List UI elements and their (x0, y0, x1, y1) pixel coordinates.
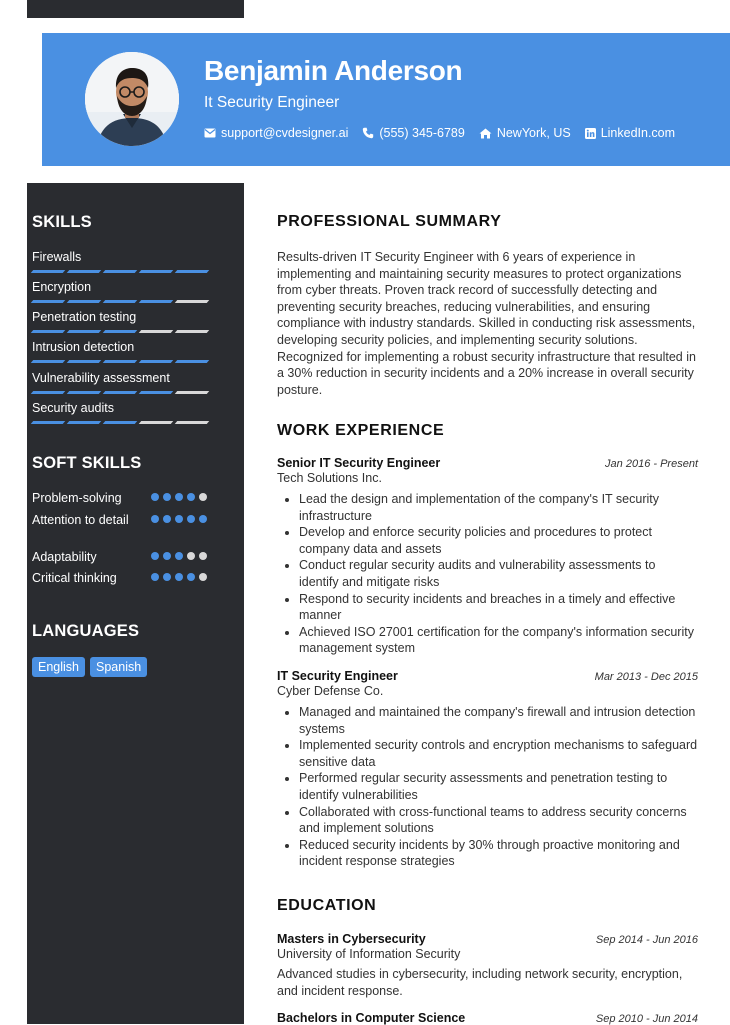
soft-skill-name: Problem-solving (32, 491, 122, 505)
skill-level-segment (67, 300, 102, 303)
contact-list (204, 126, 675, 140)
education-heading: EDUCATION (277, 897, 377, 914)
skill-level-bar (32, 360, 212, 363)
job-entry-dates: Jan 2016 - Present (605, 458, 698, 470)
skill-item (32, 371, 212, 394)
education-degree: Masters in Cybersecurity (277, 932, 426, 946)
rating-dot (175, 552, 183, 560)
skill-name: Intrusion detection (32, 340, 135, 354)
skill-level-segment (175, 330, 210, 333)
list-item: • Performed regular security assessments and penetration testing to identify vulnerabilities (299, 770, 698, 803)
skill-level-segment (31, 330, 66, 333)
skill-name: Security audits (32, 401, 114, 415)
soft-skill-rating (151, 515, 207, 523)
skill-level-bar (32, 270, 212, 273)
skill-level-segment (175, 391, 210, 394)
avatar (85, 52, 179, 146)
list-item: • Respond to security incidents and breaches in a timely and effective manner (299, 591, 698, 624)
skill-level-bar (32, 391, 212, 394)
rating-dot (187, 552, 195, 560)
skill-level-segment (175, 421, 210, 424)
rating-dot (151, 493, 159, 501)
education-entry (277, 1011, 698, 1025)
contact-linkedin[interactable] (585, 126, 675, 140)
skill-level-segment (31, 300, 66, 303)
list-item: • Achieved ISO 27001 certification for the company's information security management system (299, 624, 698, 657)
skill-level-segment (139, 421, 174, 424)
rating-dot (175, 573, 183, 581)
contact-phone-text: (555) 345-6789 (379, 126, 465, 140)
rating-dot (163, 573, 171, 581)
contact-location (479, 126, 571, 140)
soft-skill-rating (151, 493, 207, 501)
list-item: • Develop and enforce security policies and procedures to protect company data and assets (299, 524, 698, 557)
soft-skill-name: Attention to detail (32, 513, 129, 527)
skill-name: Encryption (32, 280, 92, 294)
skill-item (32, 250, 212, 273)
summary-section (277, 249, 698, 398)
skill-level-segment (103, 391, 138, 394)
job-entry-dates: Mar 2013 - Dec 2015 (594, 671, 698, 683)
candidate-name: Benjamin Anderson (204, 55, 463, 86)
rating-dot (187, 573, 195, 581)
education-school: University of Information Security (277, 947, 461, 961)
skill-level-segment (67, 330, 102, 333)
phone-icon (362, 127, 374, 139)
job-entry-company: Cyber Defense Co. (277, 684, 384, 698)
soft-skill-name: Adaptability (32, 550, 97, 564)
contact-email-text: support@cvdesigner.ai (221, 126, 349, 140)
skill-item (32, 340, 212, 363)
soft-skills-heading: SOFT SKILLS (32, 454, 142, 472)
rating-dot (151, 573, 159, 581)
job-entry (277, 669, 698, 870)
skill-level-segment (103, 300, 138, 303)
rating-dot (199, 573, 207, 581)
skill-level-segment (103, 330, 138, 333)
rating-dot (163, 493, 171, 501)
skill-level-segment (103, 270, 138, 273)
list-item: • Implemented security controls and encryption mechanisms to safeguard sensitive data (299, 737, 698, 770)
skill-name: Penetration testing (32, 310, 137, 324)
languages-list (32, 657, 147, 677)
resume-header (27, 18, 730, 183)
language-badge: English (32, 657, 85, 677)
education-entry (277, 932, 698, 999)
rating-dot (175, 515, 183, 523)
skill-level-segment (175, 270, 210, 273)
skill-level-segment (67, 421, 102, 424)
rating-dot (199, 552, 207, 560)
contact-phone[interactable] (362, 126, 464, 140)
rating-dot (187, 515, 195, 523)
rating-dot (187, 493, 195, 501)
skill-level-segment (139, 360, 174, 363)
soft-skill-item (32, 570, 212, 586)
skill-item (32, 310, 212, 333)
skill-level-segment (175, 360, 210, 363)
list-item: • Lead the design and implementation of the company's IT security infrastructure (299, 491, 698, 524)
skill-item (32, 401, 212, 424)
rating-dot (199, 515, 207, 523)
skill-level-segment (67, 360, 102, 363)
job-entry (277, 456, 698, 657)
rating-dot (151, 552, 159, 560)
job-entry-title: Senior IT Security Engineer (277, 456, 441, 470)
contact-location-text: NewYork, US (496, 126, 571, 140)
skill-level-bar (32, 421, 212, 424)
work-heading: WORK EXPERIENCE (277, 422, 445, 439)
job-entry-bullets (277, 704, 698, 870)
language-badge: Spanish (90, 657, 147, 677)
rating-dot (175, 493, 183, 501)
contact-email[interactable] (204, 126, 348, 140)
linkedin-icon (585, 128, 596, 139)
skill-level-segment (31, 270, 66, 273)
summary-heading: PROFESSIONAL SUMMARY (277, 213, 502, 230)
skill-level-segment (139, 270, 174, 273)
job-entry-company: Tech Solutions Inc. (277, 471, 382, 485)
soft-skill-rating (151, 552, 207, 560)
job-entry-title: IT Security Engineer (277, 669, 398, 683)
job-title: It Security Engineer (204, 94, 340, 111)
list-item: • Conduct regular security audits and vulnerability assessments to identify and mitigate risks (299, 557, 698, 590)
skill-name: Firewalls (32, 250, 82, 264)
home-icon (479, 128, 492, 139)
skill-level-segment (103, 360, 138, 363)
skill-level-segment (103, 421, 138, 424)
skill-name: Vulnerability assessment (32, 371, 170, 385)
header-banner (42, 33, 730, 166)
skill-level-segment (139, 391, 174, 394)
skill-level-bar (32, 300, 212, 303)
soft-skill-item (32, 490, 212, 506)
rating-dot (199, 493, 207, 501)
skill-level-segment (31, 421, 66, 424)
education-dates: Sep 2010 - Jun 2014 (595, 1013, 698, 1025)
education-description: Advanced studies in cybersecurity, including network security, encryption, and incident response. (277, 967, 683, 998)
skill-level-segment (175, 300, 210, 303)
soft-skill-rating (151, 573, 207, 581)
list-item: • Reduced security incidents by 30% through proactive monitoring and incident response strategies (299, 837, 698, 870)
education-dates: Sep 2014 - Jun 2016 (595, 934, 698, 946)
skills-heading: SKILLS (32, 213, 92, 231)
education-degree: Bachelors in Computer Science (277, 1011, 466, 1025)
summary-text: Results-driven IT Security Engineer with 6 years of experience in implementing and maintaining security measures to protect organizations from cyber threats. Proven track record of successfully detecting and preventing security breaches, reducing vulnerabilities, and ensuring compliance with industry standards. Skilled in conducting risk assessments, developing security policies, and implementing security solutions. Recognized for implementing a robust security infrastructure that resulted in a 30% reduction in security incidents and a 20% increase in overall security posture. (277, 250, 696, 397)
envelope-icon (204, 128, 216, 138)
list-item: • Collaborated with cross-functional teams to address security concerns and implement solutions (299, 804, 698, 837)
skill-level-segment (31, 360, 66, 363)
skill-item (32, 280, 212, 303)
languages-heading: LANGUAGES (32, 622, 140, 640)
list-item: • Managed and maintained the company's firewall and intrusion detection systems (299, 704, 698, 737)
contact-linkedin-text: LinkedIn.com (600, 126, 676, 140)
skill-level-segment (67, 270, 102, 273)
rating-dot (151, 515, 159, 523)
skill-level-segment (67, 391, 102, 394)
soft-skill-name: Critical thinking (32, 571, 117, 585)
skill-level-bar (32, 330, 212, 333)
soft-skill-item (32, 549, 212, 565)
rating-dot (163, 515, 171, 523)
rating-dot (163, 552, 171, 560)
skill-level-segment (139, 330, 174, 333)
skill-level-segment (31, 391, 66, 394)
job-entry-bullets (277, 491, 698, 657)
soft-skill-item (32, 512, 212, 528)
skill-level-segment (139, 300, 174, 303)
